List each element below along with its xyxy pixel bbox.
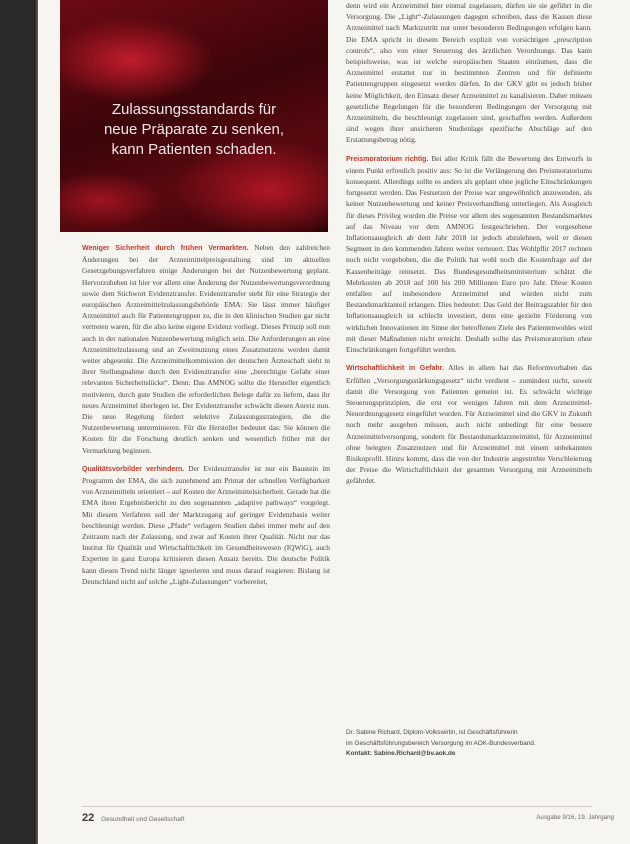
right-paragraph-2-lead: Wirtschaftlichkeit in Gefahr. [346, 365, 444, 373]
footer-divider [82, 806, 592, 807]
photo-caption [60, 100, 328, 160]
right-text-column [346, 0, 592, 494]
section-name: Gesundheit und Gesellschaft [101, 816, 185, 823]
left-paragraph-2-body: Der Evidenztransfer ist nur ein Baustein im Programm der EMA, die sich zunehmend am Primat der schnellen Verfügbarkeit von Arzneimitteln orientiert – auf Kosten der Arzneimittelsicherheit. Gerade hat die EMA ihren Ergebnisbericht zu den sogenannten „adaptive pathways“ vorgelegt. Mit diesem Verfahren soll der Marktzugang auf geringer Evidenzbasis weiter beschleunigt werden. Diese „Pfade“ verlagern Studien dabei immer mehr auf den Zeitraum nach der Zulassung, und zwar auf Kosten ihrer Qualität. Nicht nur das Institut für Qualität und Wirtschaftlichkeit im Gesundheitswesen (IQWiG), auch Experten in ganz Europa kritisieren diesen Ansatz bereits. Die deutsche Politik kann diesen Trend nicht länger ignorieren und muss darauf reagieren: Bislang ist Deutschland nicht auf solche „Light-Zulassungen“ vorbereitet, [82, 463, 330, 586]
caption-line-2: neue Präparate zu senken, [103, 121, 285, 138]
left-paragraph-1-lead: Weniger Sicherheit durch frühen Vermarkten. [82, 245, 249, 252]
left-text-column [82, 242, 330, 594]
page-number: 22 [82, 812, 95, 824]
right-paragraph-1-lead: Preismoratorium richtig. [346, 155, 429, 163]
red-fabric-photo [60, 0, 328, 232]
right-paragraph-1-body: Bei aller Kritik fällt die Bewertung des Entwurfs in einem Punkt erfreulich positiv aus: So ist die Verlängerung des Preismoratoriums konsequent. Allerdings sollte es anders als geplant ohne jegliche Einschränkungen fortgesetzt werden. Das Festsetzen der Preise war ungewöhnlich anzuwenden, als keiner Nutzenbewertung und keiner Preisverhandlung unterliegen. Als Ausgleich für dieses Privileg wurden die Preise vor allem des sogenannten Bestandsmarktes auf das Niveau vor dem AMNOG festgeschrieben. Der vorgesehene Inflationsausgleich ab dem Jahr 2018 ist jedoch abzulehnen, weil er diesen Segment in den kommenden Jahren weiter verteuert. Das Wohlpflir 2017 rechnen noch nicht vorgehoben, die die Politik hat wohl noch die Kostenfrage auf der Kassenbeiträge reinsetzt. Das Bundesgesundheitsministerium schätzt die Mehrkosten ab 2018 auf 100 bis 200 Millionen Euro pro Jahr. Diese Kosten entfallen auf insbesondere Arzneimittel und würden nicht zum Bestandsmarktanteil erlangen. Dies bedeutet: Das Geld der Beitragszahler für den Inflationsausgleich ist schlecht investiert, denn eine gezielte Förderung von wirklichen Innovationen im Sinne der betroffenen Ziele des Patientenwohles wird mit dieser Maßnahmen nicht erreicht. Deshalb sollte das Preismoratorium ohne Einschränkungen fortgeführt werden. [346, 153, 593, 355]
left-paragraph-1 [82, 242, 330, 456]
left-paragraph-1-body: Neben den zahlreichen Änderungen bei der Arzneimittelpreisgestaltung sind im aktuellen Gesetzgebungsverfahren einige Änderungen bei der Nutzenbewertung geplant. Hervorzuheben ist hier vor allem eine Änderung der Nutzenbewertungsverordnung sowie dem Stichwort Evidenztransfer. Evidenztransfer steht für eine Strategie der europäischen Arzneimittelzulassungsbehörde EMA: Sie lässt immer häufiger Arzneimittel auch für Patientengruppen zu, die in den klinischen Studien gar nicht vertreten waren, für die also keine eigene Evidenz vorliegt. Dieses Prinzip soll nun auch in der nationalen Nutzenbewertung möglich sein. Die Anforderungen an eine Arzneimittelzulassung und an Zweitnutzung eines Zusatznutzens werden damit weiter abgesenkt. Die Arzneimittelkommission der deutschen Ärzteschaft sieht in ihrer Stellungnahme durch den Evidenztransfer eine „berechtigte Gefahr einer relevanten Sicherheitslücke“. Denn: Das AMNOG sollte die Hersteller eigentlich motivieren, durch gute Studien die erforderlichen Belege dafür zu liefern, dass ihr neues Arzneimittel überlegen ist. Der Evidenztransfer schwächt diesen Anreiz nun. Die neue Regelung fördert selektive Zulassungsstrategien, die die Nutzenbewertung unterminieren. Für die Hersteller bedeutet das: Sie können die Kosten für die Forschung deutlich senken und wesentlich früher mit der Vermarktung beginnen. [82, 243, 330, 455]
issue-info: Ausgabe 9/16, 19. Jahrgang [536, 814, 614, 821]
left-paragraph-2 [82, 463, 330, 587]
right-paragraph-1 [346, 153, 592, 356]
author-role-line: im Geschäftsführungsbereich Versorgung im AOK-Bundesverband. [346, 739, 536, 747]
author-name-line: Dr. Sabine Richard, Diplom-Volkswirtin, ist Geschäftsführerin [346, 729, 518, 736]
right-paragraph-2 [346, 362, 592, 486]
caption-line-1: Zulassungsstandards für [111, 101, 277, 118]
author-bio [346, 728, 592, 760]
author-contact: Kontakt: Sabine.Richard@bv.aok.de [346, 750, 456, 757]
footer-left [82, 812, 185, 824]
right-paragraph-0 [346, 0, 592, 146]
right-paragraph-0-body: denn wird ein Arzneimittel hier einmal zugelassen, dürfen sie sie geführt in die Versorgung. Die „Light“-Zulassungen dagegen schreiben, dass die Kassen diese Arzneimittel nach Marktzutritt nur unter besonderen Bedingungen erfolgen kann. Die EMA spricht in diesem Bereich explizit von vorsichtigen „prescription controls“, also von einer Steuerung des ärztlichen Verordnungs. Das kann beispielsweise, was ist welche europäischen Staaten einräumen, dass die Arzneimittel erstattet nur in bestimmten Zentren und für definierte Patientengruppen eingesetzt werden dürfen. In der GKV gibt es jedoch bisher keine Möglichkeit, den Einsatz dieser Arzneimittel zu kanalisieren. Daher müssen gesetzliche Regelungen für die besonderen Bedingungen der Versorgung mit Arzneimitteln, die beschleunigt zugelassen sind, geschaffen werden. Außerdem sind wegen ihrer unsicheren Studienlage spezifische Abschläge auf den Erstattungsbetrag nötig. [346, 1, 592, 145]
right-paragraph-2-body: Alles in allem hat das Reformvorhaben das Erfüllen „Versorgungsstärkungsgesetz“ nicht verdient – zumindest nicht, soweit damit die Versorgung von Patienten gemeint ist. Es schwächt wichtige Steuerungsprinzipien, die erst vor wenigen Jahren mit dem Arzneimittel-Neuordnungsgesetz eingeführt wurden. Für Arzneimittel sind die GKV in Zukunft noch mehr ausgeben müssen, auch nicht unbedingt für eine bessere Arzneimittelversorgung, sondern für Bestandsmarktarzneimittel, für Arzneimittel ohne belegten Zusatznutzen und für Arzneimittel mit einem unbekannten Risikoprofil. Hinzu kommt, dass die von der Industrie angestrebte Verschleierung der Preise die Wirtschaftlichkeit der gesamten Versorgung mit Arzneimitteln gefährdet. [346, 363, 592, 486]
caption-line-3: kann Patienten schaden. [111, 141, 277, 158]
left-paragraph-2-lead: Qualitätsvorbilder verhindern. [82, 465, 185, 473]
